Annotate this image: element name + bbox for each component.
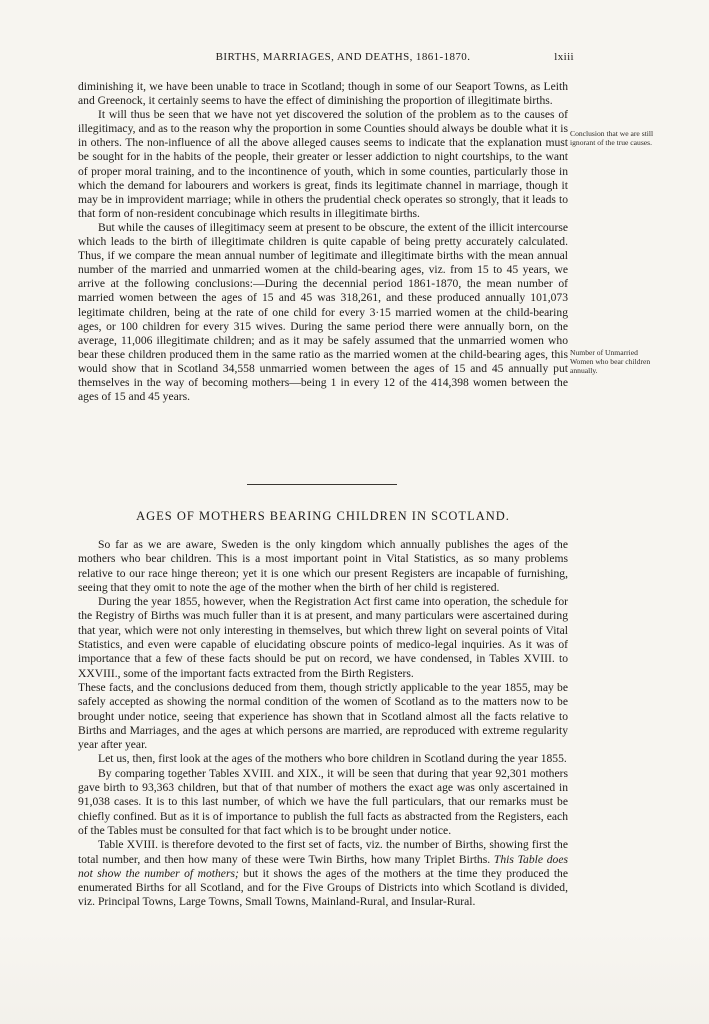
paragraph-first-look: Let us, then, first look at the ages of the mothers who bore children in Scotland during the year 1855. [98,752,567,766]
paragraph-normal-condition: These facts, and the conclusions deduced from them, though strictly applicable to the year 1855, may be safely accepted as showing the normal condition of the women of Scotland as to the matters now to be brought under notice, seeing that experience has shown that in Scotland almost all the facts relative to Births and Marriages, and the ages at which persons are married, are reproduced with extreme regularity year after year. [78,680,568,752]
table-xviii-italic-note: This Table does not show the number of mothers; [78,852,569,880]
paragraph-continuation: diminishing it, we have been unable to trace in Scotland; though in some of our Seaport Towns, as Leith and Greenock, it certainly seems to have the effect of diminishing the proportion of illegitimate births. [78,80,568,108]
paragraph-comparing-tables: By comparing together Tables XVIII. and XIX., it will be seen that during that year 92,301 mothers gave birth to 93,363 children, but that of that number of mothers the exact age was only ascertained in 91,038 cases. It is to this last number, of which we have the full particulars, that our remarks must be chiefly confined. But as it is of importance to publish the full facts as abstracted from the Registers, each of the Tables must be consulted for that fact which is to be brought under notice. [78,766,568,837]
header-title: BIRTHS, MARRIAGES, AND DEATHS, 1861-1870. [215,51,471,63]
running-header [78,51,574,63]
section-heading: AGES OF MOTHERS BEARING CHILDREN IN SCOTLAND. [136,509,510,523]
paragraph-calculation: But while the causes of illegitimacy seem at present to be obscure, the extent of the illicit intercourse which leads to the birth of illegitimate children is quite capable of being pretty accurately calculated. Thus, if we compare the mean annual number of legitimate and illegitimate births with the mean annual number of the married and unmarried women at the child-bearing ages, viz. from 15 to 45 years, we arrive at the following conclusions:—During the decennial period 1861-1870, the mean number of married women between the ages of 15 and 45 was 318,261, and these produced annually 101,073 legitimate children, being at the rate of one child for every 3·15 married women at the child-bearing ages, or 100 children for every 315 wives. During the same period there were annually born, on the average, 11,006 illegitimate children; and as it may be safely assumed that the unmarried women who bear these children produced them in the same ratio as the married women at the child-bearing ages, this would show that in Scotland 34,558 unmarried women between the ages of 15 and 45 annually put themselves in the way of becoming mothers—being 1 in every 12 of the 414,398 women between the ages of 15 and 45 years. [78,220,568,404]
paragraph-sweden: So far as we are aware, Sweden is the only kingdom which annually publishes the ages of the mothers who bear children. This is a most important point in Vital Statistics, as so many problems relative to our race hinge thereon; yet it is one which our present Registers are incapable of furnishing, seeing that they omit to note the age of the mother when the birth of her child is registered. [78,538,568,594]
section-divider [247,484,397,485]
paragraph-causes-illegitimacy: It will thus be seen that we have not yet discovered the solution of the problem as to the causes of illegitimacy, and as to the reason why the proportion in some Counties should always be double what it is in others. The non-influence of all the above alleged causes seems to indicate that the explanation must be sought for in the habits of the people, their greater or lesser addiction to night courtships, to the want of proper moral training, and to the incontinence of youth, which in some counties, particularly those in which the demand for labourers and workers is great, finds its legitimate channel in marriage, though it may be in improvident marriage; while in others the prudential check operates so strongly, that it leads to that form of non-resident concubinage which results in illegitimate births. [78,108,568,220]
table-xviii-lead: Table XVIII. is therefore devoted to the first set of facts, viz. the number of Births, showing first the total number, and then how many of these were Twin Births, how many Triplet Births. [78,838,568,866]
paragraph-table-xviii [78,838,568,909]
margin-note-conclusion: Conclusion that we are still ignorant of the true causes. [570,129,654,147]
upper-text-block [78,80,568,404]
table-xviii-tail: but it shows the ages of the mothers at the time they produced the enumerated Births for all Scotland, and for the Five Groups of Districts into which Scotland is divided, viz. Principal Towns, Large Towns, Small Towns, Mainland-Rural, and Insular-Rural. [78,866,569,909]
paragraph-1855-registration: During the year 1855, however, when the Registration Act first came into operation, the schedule for the Registry of Births was much fuller than it is at present, and many particulars were ascertained during that year, which were not only interesting in themselves, but which threw light on several points of Vital Statistics, and even were capable of elucidating obscure points of medico-legal inquiries. As it was of importance that a few of these facts should be put on record, we have condensed, in Tables XVIII. to XXVIII., some of the important facts extracted from the Birth Registers. [78,595,568,680]
scan-shading [0,930,709,1024]
lower-text-block [78,538,568,910]
page-number: lxiii [554,51,574,63]
margin-note-unmarried-women: Number of Unmarried Women who bear children annually. [570,348,651,375]
